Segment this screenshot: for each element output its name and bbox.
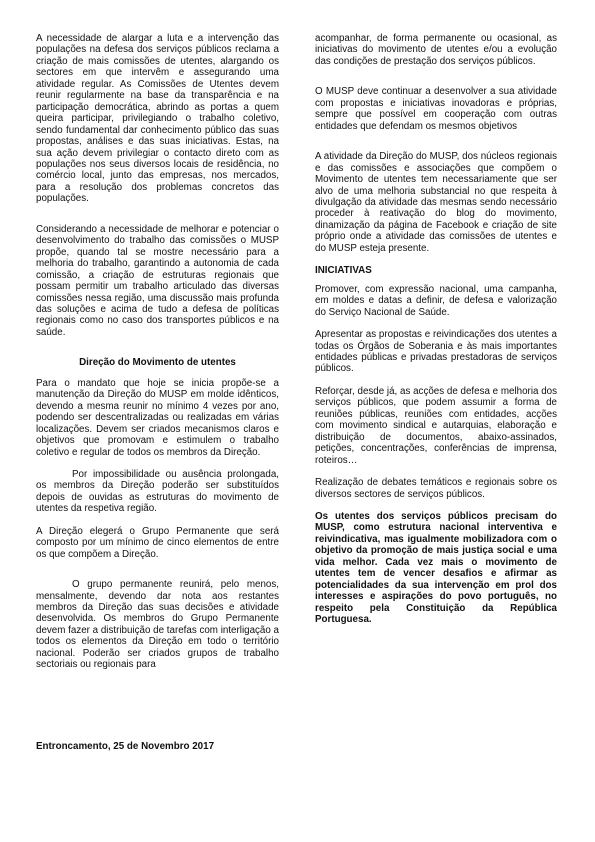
paragraph-divulgacao: A atividade da Direção do MUSP, dos núcleos regionais e das comissões e associações que compõem o Movimento de utentes tem necessariamente que ser alvo de uma melhoria substancial no que respeita à divulgação da atividade das mesmas sendo necessário proceder à reativação do blog do movimento, dinamização da página de Facebook e criação de site próprio onde a atividade das comissões de utentes e do MUSP esteja presente. xyxy=(315,151,557,254)
paragraph-campanha-sns: Promover, com expressão nacional, uma campanha, em moldes e datas a definir, de defesa e valorização do Serviço Nacional de Saúde. xyxy=(315,283,557,318)
paragraph-mandato: Para o mandato que hoje se inicia propõe-se a manutenção da Direção do MUSP em molde idênticos, devendo a mesma reunir no mínimo 4 vezes por ano, podendo ser descentralizadas ou realizadas em várias localizações. Devem ser criados mecanismos claros e objetivos que promovam e estimulem o trabalho coletivo e regular de todos os membros da Direção. xyxy=(36,377,279,458)
paragraph-acompanhar: acompanhar, de forma permanente ou ocasional, as iniciativas do movimento de utentes e/ou a evolução das condições de prestação dos serviços públicos. xyxy=(315,33,557,67)
section-heading-iniciativas: INICIATIVAS xyxy=(315,265,372,277)
paragraph-impossibilidade: Por impossibilidade ou ausência prolongada, os membros da Direção poderão ser substituídos depois de ouvidas as estruturas do movimento de utentes da respetiva região. xyxy=(36,468,279,515)
paragraph-conclusao: Os utentes dos serviços públicos precisam do MUSP, como estrutura nacional interventiva e reivindicativa, mas igualmente mobilizadora com o objetivo da promoção de mais justiça social e uma vida melhor. Cada vez mais o movimento de utentes tem de vencer desafios e afirmar as potencialidades da sua intervenção em prol dos interesses e aspirações do povo português, no respeito pela Constituição da República Portuguesa. xyxy=(315,510,557,626)
paragraph-grupo-permanente-eleicao: A Direção elegerá o Grupo Permanente que será composto por um mínimo de cinco elementos de entre os que compõem a Direção. xyxy=(36,525,279,560)
paragraph-comissoes-utentes: A necessidade de alargar a luta e a intervenção das populações na defesa dos serviços públicos reclama a criação de mais comissões de utentes, alargando os sectores em que intervêm e assegurando uma atividade regular. As Comissões de Utentes devem reunir regularmente na base da transparência e na participação democrática, abrindo as portas a quem queira participar, privilegiando o trabalho coletivo, sendo fundamental dar conhecimento público das suas propostas, análises e das suas iniciativas. Estas, na sua ação devem privilegiar o contacto direto com as populações nos seus diversos locais de residência, no comércio local, junto das empresas, nos mercados, para a resolução dos problemas concretos das populações. xyxy=(36,33,279,205)
section-heading-direcao: Direção do Movimento de utentes xyxy=(79,357,236,369)
paragraph-estruturas-regionais: Considerando a necessidade de melhorar e potenciar o desenvolvimento do trabalho das comissões o MUSP propõe, quando tal se mostre necessário para a melhoria do trabalho, garantindo a autonomia de cada comissão, a criação de estruturas regionais que possam permitir um trabalho articulado das diversas comissões nessa região, uma discussão mais profunda das soluções e acima de tudo a defesa de políticas regionais como no caso dos transportes públicos e na saúde. xyxy=(36,223,279,338)
paragraph-grupo-permanente-reuniao: O grupo permanente reunirá, pelo menos, mensalmente, devendo dar nota aos restantes membros da Direção das suas decisões e atividade desenvolvida. Os membros do Grupo Permanente devem fazer a distribuição de tarefas com interligação a todos os elementos da Direção em todo o território nacional. Poderão ser criados grupos de trabalho sectoriais ou regionais para xyxy=(36,579,279,671)
paragraph-musp-atividade: O MUSP deve continuar a desenvolver a sua atividade com propostas e iniciativas inovadoras e próprias, sempre que possível em cooperação com outras entidades que defendam os mesmos objetivos xyxy=(315,86,557,132)
left-column xyxy=(36,33,279,671)
paragraph-propostas-orgaos: Apresentar as propostas e reivindicações dos utentes a todas os Órgãos de Soberania e às mais importantes entidades públicas e privadas prestadoras de serviços públicos. xyxy=(315,329,557,375)
paragraph-debates-tematicos: Realização de debates temáticos e regionais sobre os diversos sectores de serviços públicos. xyxy=(315,477,557,500)
paragraph-reforcar-accoes: Reforçar, desde já, as acções de defesa e melhoria dos serviços públicos, que podem assumir a forma de reuniões públicas, reuniões com entidades, acções com movimento sindical e autarquias, elaboração e distribuição de documentos, abaixo-assinados, petições, concentrações, conferências de imprensa, roteiros… xyxy=(315,385,557,466)
place-date-signature: Entroncamento, 25 de Novembro 2017 xyxy=(36,741,215,752)
right-column xyxy=(315,33,557,625)
